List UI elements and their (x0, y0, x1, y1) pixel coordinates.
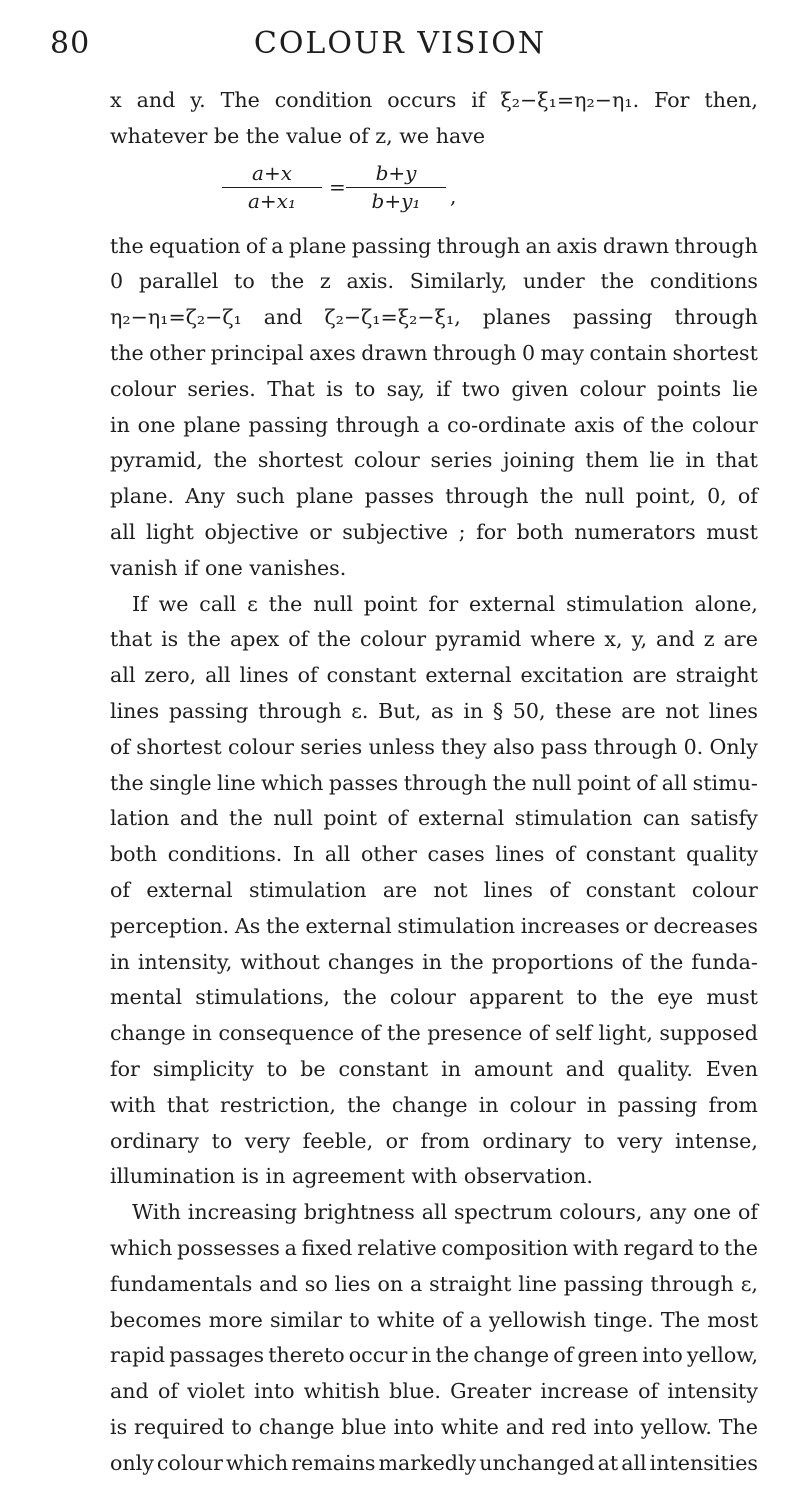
text-line: lation and the null point of external stimulation can satisfy (110, 806, 758, 831)
text-line: for simplicity to be constant in amount and quality. Even (110, 1056, 758, 1081)
left-numerator: a+x (222, 160, 322, 188)
text-line: in one plane passing through a co-ordinate axis of the colour (110, 412, 758, 437)
text-line: illumination is in agreement with observation. (110, 1164, 593, 1189)
text-line: perception. As the external stimulation increases or decreases (110, 913, 758, 938)
text-line: η₂−η₁=ζ₂−ζ₁ and ζ₂−ζ₁=ξ₂−ξ₁, planes passing through (110, 305, 758, 330)
text-line: pyramid, the shortest colour series joining them lie in that (110, 448, 758, 473)
text-line: which possesses a fixed relative composition with regard to the (110, 1235, 758, 1260)
text-line: colour series. That is to say, if two given colour points lie (110, 376, 758, 401)
text-line: plane. Any such plane passes through the null point, 0, of (110, 484, 758, 509)
text-line: of shortest colour series unless they also pass through 0. Only (110, 734, 758, 759)
text-line: With increasing brightness all spectrum colours, any one of (132, 1200, 758, 1225)
text-line: the single line which passes through the null point of all stimu- (110, 770, 758, 795)
text-line: the other principal axes drawn through 0 may contain shortest (110, 340, 758, 365)
text-line: 0 parallel to the z axis. Similarly, under the conditions (110, 269, 758, 294)
text-line: only colour which remains markedly unchanged at all intensities (110, 1450, 758, 1475)
page-number: 80 (50, 26, 91, 61)
text-line: of external stimulation are not lines of constant colour (110, 877, 758, 902)
running-head: COLOUR VISION (253, 26, 547, 61)
paragraph-2 (110, 234, 758, 592)
left-fraction (222, 160, 322, 215)
equals-sign: = (329, 174, 346, 199)
paragraph-4 (110, 1200, 758, 1486)
body-text (110, 88, 758, 1486)
paragraph-3 (110, 592, 758, 1201)
right-denominator: b+y₁ (371, 188, 421, 213)
right-numerator: b+y (346, 160, 446, 188)
text-line: lines passing through ε. But, as in § 50, these are not lines (110, 698, 758, 723)
text-line: fundamentals and so lies on a straight line passing through ε, (110, 1271, 758, 1296)
text-line: becomes more similar to white of a yellowish tinge. The most (110, 1307, 758, 1332)
page-header (0, 20, 800, 60)
equation-comma: , (450, 183, 457, 208)
text-line: If we call ε the null point for external stimulation alone, (132, 591, 758, 616)
text-line: x and y. The condition occurs if ξ₂−ξ₁=η₂−η₁. For then, (110, 88, 758, 112)
text-line: whatever be the value of z, we have (110, 123, 486, 148)
text-line: ordinary to very feeble, or from ordinary to very intense, (110, 1128, 758, 1153)
text-line: change in consequence of the presence of self light, supposed (110, 1021, 758, 1046)
text-line: the equation of a plane passing through an axis drawn through (110, 233, 758, 258)
text-line: all light objective or subjective ; for both numerators must (110, 519, 758, 544)
text-line: in intensity, without changes in the proportions of the funda- (110, 949, 758, 974)
display-equation (110, 160, 758, 234)
text-line: with that restriction, the change in colour in passing from (110, 1092, 758, 1117)
text-line: mental stimulations, the colour apparent to the eye must (110, 985, 758, 1010)
left-denominator: a+x₁ (248, 188, 296, 213)
text-line: that is the apex of the colour pyramid where x, y, and z are (110, 627, 758, 652)
text-line: vanish if one vanishes. (110, 555, 347, 580)
text-line: all zero, all lines of constant external excitation are straight (110, 663, 758, 688)
right-fraction (346, 160, 446, 215)
text-line: and of violet into whitish blue. Greater increase of intensity (110, 1379, 758, 1404)
text-line: is required to change blue into white and red into yellow. The (110, 1414, 758, 1439)
text-line: rapid passages thereto occur in the change of green into yellow, (110, 1343, 758, 1368)
text-line: both conditions. In all other cases lines of constant quality (110, 842, 758, 867)
paragraph-1 (110, 88, 758, 160)
